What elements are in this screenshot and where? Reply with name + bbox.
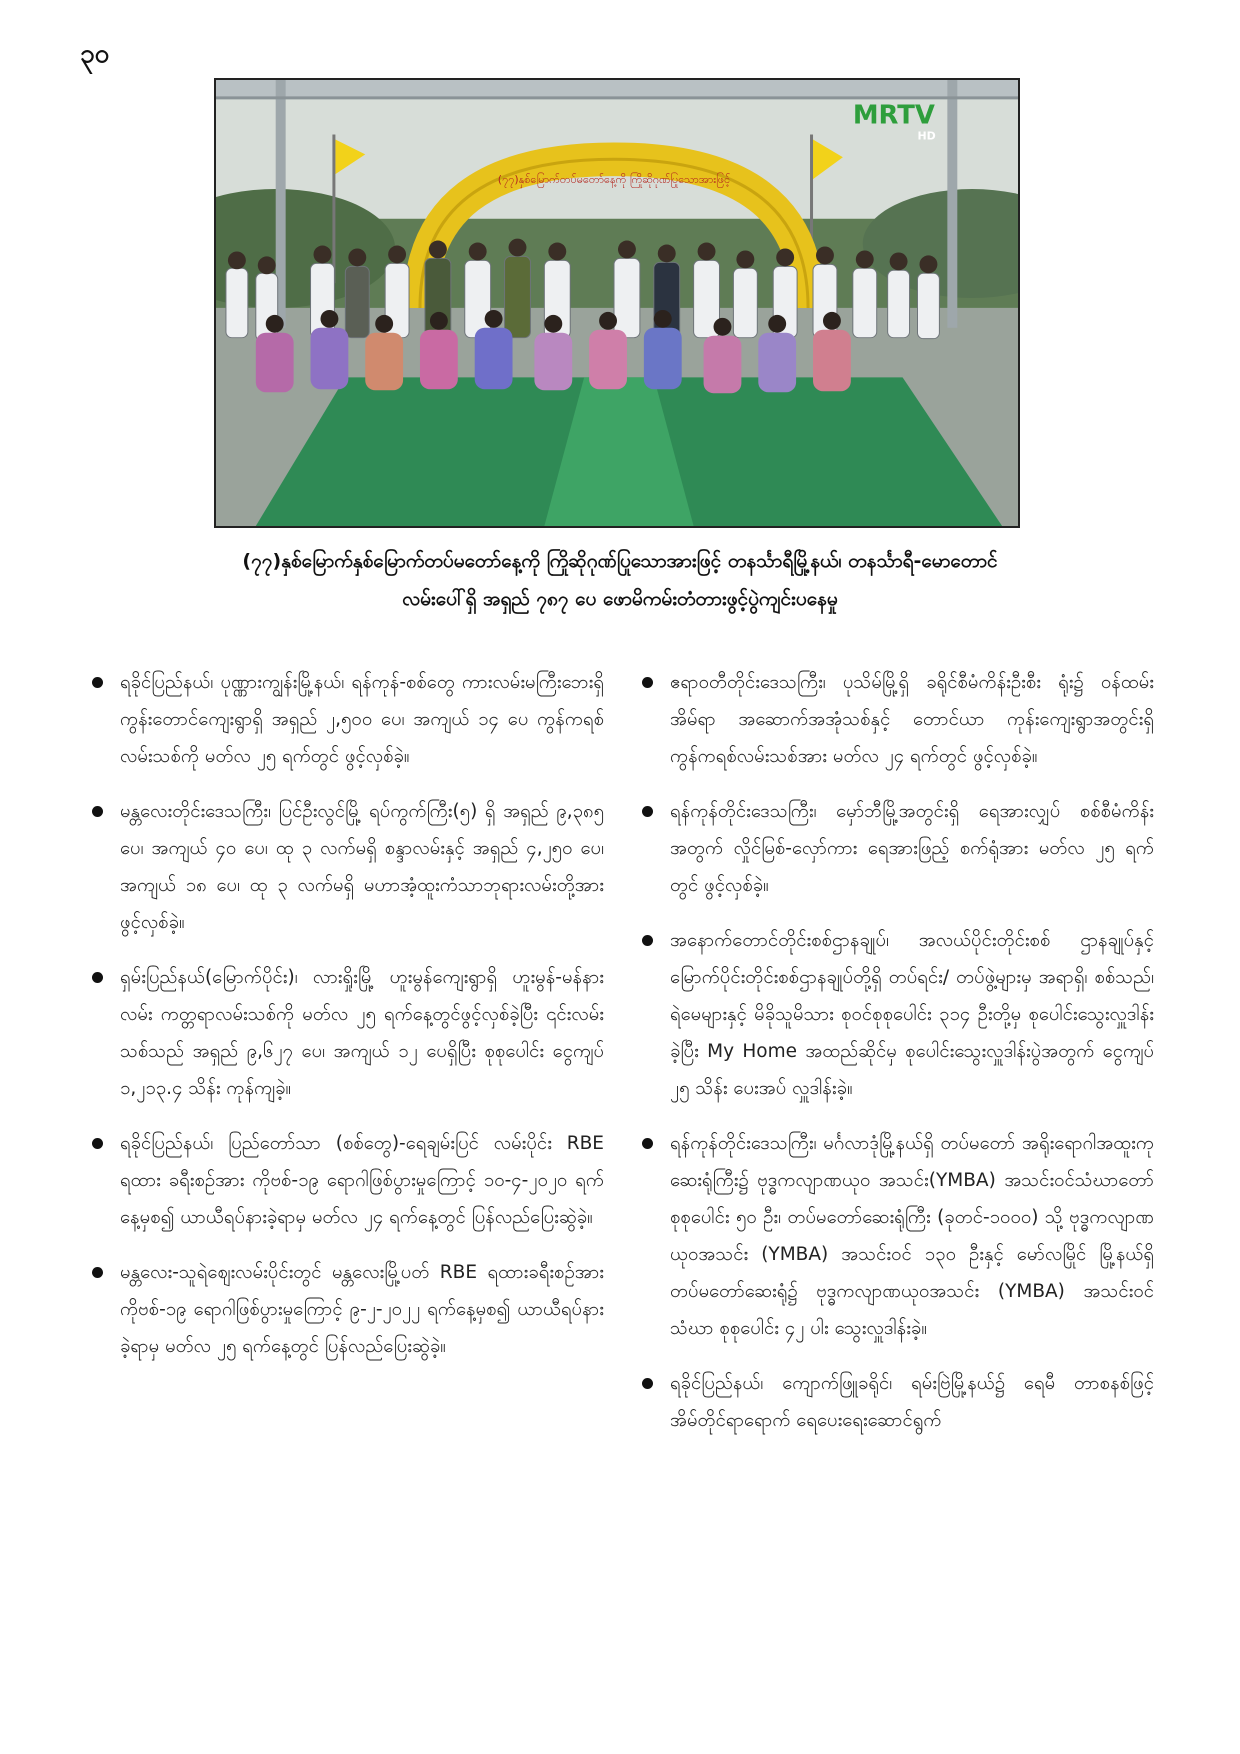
list-item [92,959,604,1107]
bullet-icon [642,806,653,817]
bullet-icon [642,935,653,946]
list-item [92,1125,604,1236]
list-item [642,793,1154,904]
list-item-text: အနောက်တောင်တိုင်းစစ်ဌာနချုပ်၊ အလယ်ပိုင်းတိုင်းစစ် ဌာနချုပ်နှင့် မြောက်ပိုင်းတိုင်းစစ်ဌာနချုပ်တို့ရှိ တပ်ရင်း/ တပ်ဖွဲ့များမှ အရာရှိ၊ စစ်သည်၊ ရဲမေများနှင့် မိခိုသူမိသား စုဝင်စုစုပေါင်း ၃၁၄ ဦးတို့မှ စုပေါင်းသွေးလှူဒါန်းခဲ့ပြီး My Home အထည်ဆိုင်မှ စုပေါင်းသွေးလှူဒါန်းပွဲအတွက် ငွေကျပ် ၂၅ သိန်း ပေးအပ် လှူဒါန်းခဲ့။ [670,930,1154,1099]
kneeling-women [256,328,851,393]
list-item [642,664,1154,775]
list-item-text: ရခိုင်ပြည်နယ်၊ ကျောက်ဖြူခရိုင်၊ ရမ်းဗြဲမြို့နယ်၌ ရေမီ တာစနစ်ဖြင့် အိမ်တိုင်ရာရောက် ရေပေးရေးဆောင်ရွက် [670,1373,1154,1431]
list-item-text: မန္တလေး-သူရဲဈေးလမ်းပိုင်းတွင် မန္တလေးမြို့ပတ် RBE ရထားခရီးစဉ်အား ကိုဗစ်-၁၉ ရောဂါဖြစ်ပွားမှုကြောင့် ၉-၂-၂၀၂၂ ရက်နေ့မှစ၍ ယာယီရပ်နားခဲ့ရာမှ မတ်လ ၂၅ ရက်နေ့တွင် ပြန်လည်ပြေးဆွဲခဲ့။ [120,1262,604,1357]
bullet-icon [642,677,653,688]
bullet-icon [92,972,103,983]
list-item [642,1125,1154,1347]
list-item [642,1365,1154,1439]
list-item [92,1254,604,1365]
list-item-text: ရှမ်းပြည်နယ်(မြောက်ပိုင်း)၊ လားရှိုးမြို့ ဟူးမွန်ကျေးရွာရှိ ဟူးမွန်-မန်နားလမ်း ကတ္တရာလမ်းသစ်ကို မတ်လ ၂၅ ရက်နေ့တွင်ဖွင့်လှစ်ခဲ့ပြီး ၎င်းလမ်းသစ်သည် အရှည် ၉,၆၂၇ ပေ၊ အကျယ် ၁၂ ပေရှိပြီး စုစုပေါင်း ငွေကျပ် ၁,၂၁၃.၄ သိန်း ကုန်ကျခဲ့။ [120,967,604,1099]
list-item [92,793,604,941]
event-photo-illustration [216,80,1018,526]
bullet-icon [92,1138,103,1149]
photo-caption [100,542,1140,618]
caption-line-1: (၇၇)နှစ်မြောက်နှစ်မြောက်တပ်မတော်နေ့ကို ကြိုဆိုဂုဏ်ပြုသောအားဖြင့် တနင်္သာရီမြို့နယ်၊ တနင်္သာရီ-မောတောင် [242,550,998,572]
mrtv-logo: MRTV [852,100,935,131]
right-column [642,664,1154,1457]
list-item-text: မန္တလေးတိုင်းဒေသကြီး၊ ပြင်ဦးလွင်မြို့ ရပ်ကွက်ကြီး(၅) ရှိ အရှည် ၉,၃၈၅ ပေ၊ အကျယ် ၄၀ ပေ၊ ထု ၃ လက်မရှိ စန္ဒာလမ်းနှင့် အရှည် ၄,၂၅၀ ပေ၊ အကျယ် ၁၈ ပေ၊ ထု ၃ လက်မရှိ မဟာအံ့ထူးကံသာဘုရားလမ်းတို့အား ဖွင့်လှစ်ခဲ့။ [120,801,604,933]
list-item [642,922,1154,1107]
bullet-icon [92,806,103,817]
bullet-icon [92,1267,103,1278]
arch-banner-text: (၇၇)နှစ်မြောက်တပ်မတော်နေ့ကို ကြိုဆိုဂုဏ်ပြုသောအားဖြင့် [497,173,731,187]
bullet-icon [642,1378,653,1389]
left-column [92,664,604,1383]
page-number: ၃၀ [80,39,110,69]
list-item-text: ရန်ကုန်တိုင်းဒေသကြီး၊ မင်္ဂလာဒုံမြို့နယ်ရှိ တပ်မတော် အရိုးရောဂါအထူးကုဆေးရုံကြီး၌ ဗုဒ္ဓကလျာဏယုဝ အသင်း(YMBA) အသင်းဝင်သံဃာတော် စုစုပေါင်း ၅၀ ဦး၊ တပ်မတော်ဆေးရုံကြီး (ခုတင်-၁၀၀၀) သို့ ဗုဒ္ဓကလျာဏ ယုဝအသင်း (YMBA) အသင်းဝင် ၁၃၀ ဦးနှင့် မော်လမြိုင် မြို့နယ်ရှိ တပ်မတော်ဆေးရုံ၌ ဗုဒ္ဓကလျာဏယုဝအသင်း (YMBA) အသင်းဝင်သံဃာ စုစုပေါင်း ၄၂ ပါး သွေးလှူဒါန်းခဲ့။ [670,1133,1154,1339]
list-item-text: ဧရာဝတီတိုင်းဒေသကြီး၊ ပုသိမ်မြို့ရှိ ခရိုင်စီမံကိန်းဦးစီး ရုံး၌ ဝန်ထမ်းအိမ်ရာ အဆောက်အအုံသစ်နှင့် တောင်ယာ ကုန်းကျေးရွာအတွင်းရှိ ကွန်ကရစ်လမ်းသစ်အား မတ်လ ၂၄ ရက်တွင် ဖွင့်လှစ်ခဲ့။ [670,672,1154,767]
bullet-icon [92,677,103,688]
event-photo [214,78,1020,528]
list-item-text: ရန်ကုန်တိုင်းဒေသကြီး၊ မှော်ဘီမြို့အတွင်းရှိ ရေအားလျှပ် စစ်စီမံကိန်းအတွက် လှိုင်မြစ်-လှော်ကား ရေအားဖြည့် စက်ရုံအား မတ်လ ၂၅ ရက်တွင် ဖွင့်လှစ်ခဲ့။ [670,801,1154,896]
mrtv-hd-badge: HD [917,129,936,143]
bullet-icon [642,1138,653,1149]
caption-line-2: လမ်းပေါ်ရှိ အရှည် ၇၈၇ ပေ ဖောမိကမ်းတံတားဖွင့်ပွဲကျင်းပနေမှု [402,588,838,610]
list-item-text: ရခိုင်ပြည်နယ်၊ ပုဏ္ဏားကျွန်းမြို့နယ်၊ ရန်ကုန်-စစ်တွေ ကားလမ်းမကြီးဘေးရှိ ကွန်းတောင်ကျေးရွာရှိ အရှည် ၂,၅၀၀ ပေ၊ အကျယ် ၁၄ ပေ ကွန်ကရစ်လမ်းသစ်ကို မတ်လ ၂၅ ရက်တွင် ဖွင့်လှစ်ခဲ့။ [120,672,604,767]
list-item [92,664,604,775]
list-item-text: ရခိုင်ပြည်နယ်၊ ပြည်တော်သာ (စစ်တွေ)-ရေချမ်းပြင် လမ်းပိုင်း RBE ရထား ခရီးစဉ်အား ကိုဗစ်-၁၉ ရောဂါဖြစ်ပွားမှုကြောင့် ၁၀-၄-၂၀၂၀ ရက်နေ့မှစ၍ ယာယီရပ်နားခဲ့ရာမှ မတ်လ ၂၄ ရက်နေ့တွင် ပြန်လည်ပြေးဆွဲခဲ့။ [120,1133,604,1228]
